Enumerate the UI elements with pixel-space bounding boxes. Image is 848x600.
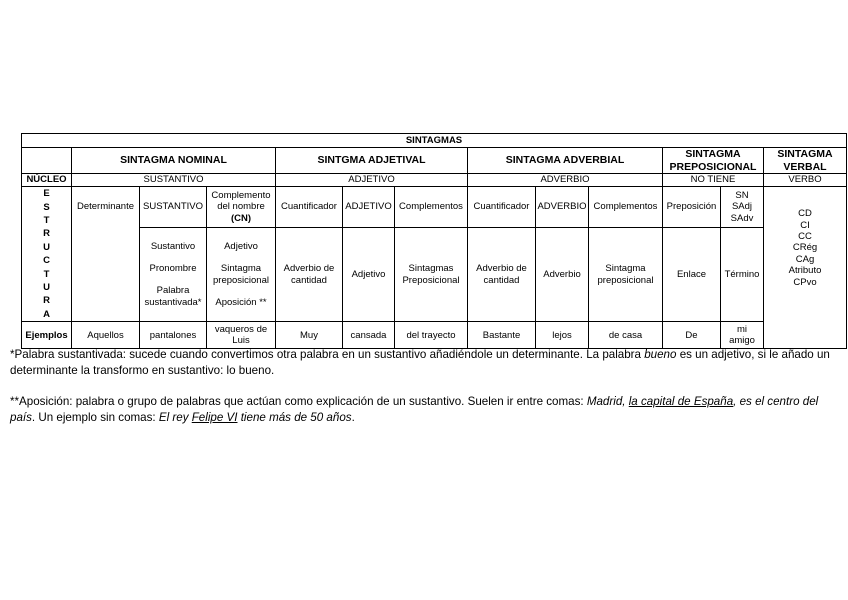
sintagmas-table bbox=[21, 133, 847, 349]
struct-desc-complementos-adv: Sintagma preposicional bbox=[589, 227, 663, 321]
ejemplo-sustantivo: pantalones bbox=[140, 322, 207, 349]
nucleo-verbal: VERBO bbox=[764, 174, 847, 187]
struct-head-cn: Complemento del nombre (CN) bbox=[207, 187, 276, 228]
struct-desc-enlace: Enlace bbox=[663, 227, 721, 321]
struct-desc-sustantivo: Sustantivo Pronombre Palabra sustantivada* bbox=[140, 227, 207, 321]
struct-desc-cn: Adjetivo Sintagma preposicional Aposición ** bbox=[207, 227, 276, 321]
note-aposicion: **Aposición: palabra o grupo de palabras que actúan como explicación de un sustantivo. Suelen ir entre comas: Madrid, la capital de España, es el centro del país. Un ejemplo sin comas: El rey Felipe VI tiene más de 50 años. bbox=[10, 395, 819, 424]
note-palabra-sustantivada: *Palabra sustantivada: sucede cuando convertimos otra palabra en un sustantivo añadiéndole un determinante. La palabra bueno es un adjetivo, si le añado un determinante la transformo en sustantivo: lo bueno. bbox=[10, 348, 830, 377]
struct-desc-cuantificador-adv: Adverbio de cantidad bbox=[468, 227, 536, 321]
struct-head-cuantificador-adv: Cuantificador bbox=[468, 187, 536, 228]
ejemplo-cuantificador-adv: Bastante bbox=[468, 322, 536, 349]
struct-head-determinante: Determinante bbox=[72, 187, 140, 322]
struct-desc-complementos-adj: Sintagmas Preposicional bbox=[395, 227, 468, 321]
nucleo-adverbial: ADVERBIO bbox=[468, 174, 663, 187]
ejemplo-preposicion: De bbox=[663, 322, 721, 349]
group-header-nominal: SINTAGMA NOMINAL bbox=[72, 148, 276, 174]
nucleo-label: NÚCLEO bbox=[22, 174, 72, 187]
ejemplos-label: Ejemplos bbox=[22, 322, 72, 349]
struct-head-complementos-adj: Complementos bbox=[395, 187, 468, 228]
ejemplo-complementos-adv: de casa bbox=[589, 322, 663, 349]
struct-head-complementos-adv: Complementos bbox=[589, 187, 663, 228]
corner-cell bbox=[22, 148, 72, 174]
struct-head-termino-types: SN SAdj SAdv bbox=[721, 187, 764, 228]
struct-desc-adverbio: Adverbio bbox=[536, 227, 589, 321]
table-title: SINTAGMAS bbox=[22, 134, 847, 148]
struct-desc-termino: Término bbox=[721, 227, 764, 321]
group-header-verbal: SINTAGMA VERBAL bbox=[764, 148, 847, 174]
struct-head-preposicion: Preposición bbox=[663, 187, 721, 228]
struct-desc-cuantificador-adj: Adverbio de cantidad bbox=[276, 227, 343, 321]
ejemplo-cn: vaqueros de Luis bbox=[207, 322, 276, 349]
struct-head-adverbio: ADVERBIO bbox=[536, 187, 589, 228]
struct-head-cuantificador-adj: Cuantificador bbox=[276, 187, 343, 228]
nucleo-nominal: SUSTANTIVO bbox=[72, 174, 276, 187]
ejemplo-adverbio: lejos bbox=[536, 322, 589, 349]
struct-head-sustantivo: SUSTANTIVO bbox=[140, 187, 207, 228]
struct-head-adjetivo: ADJETIVO bbox=[343, 187, 395, 228]
verbal-complements: CD CI CC CRég CAg Atributo CPvo bbox=[764, 187, 847, 349]
nucleo-adjetival: ADJETIVO bbox=[276, 174, 468, 187]
ejemplo-determinante: Aquellos bbox=[72, 322, 140, 349]
estructura-label: E S T R U C T U R A bbox=[22, 187, 72, 322]
ejemplo-complementos-adj: del trayecto bbox=[395, 322, 468, 349]
group-header-adjetival: SINTGMA ADJETIVAL bbox=[276, 148, 468, 174]
ejemplo-cuantificador-adj: Muy bbox=[276, 322, 343, 349]
struct-desc-adjetivo: Adjetivo bbox=[343, 227, 395, 321]
ejemplo-adjetivo: cansada bbox=[343, 322, 395, 349]
ejemplo-termino: mi amigo bbox=[721, 322, 764, 349]
group-header-preposicional: SINTAGMA PREPOSICIONAL bbox=[663, 148, 764, 174]
nucleo-preposicional: NO TIENE bbox=[663, 174, 764, 187]
group-header-adverbial: SINTAGMA ADVERBIAL bbox=[468, 148, 663, 174]
